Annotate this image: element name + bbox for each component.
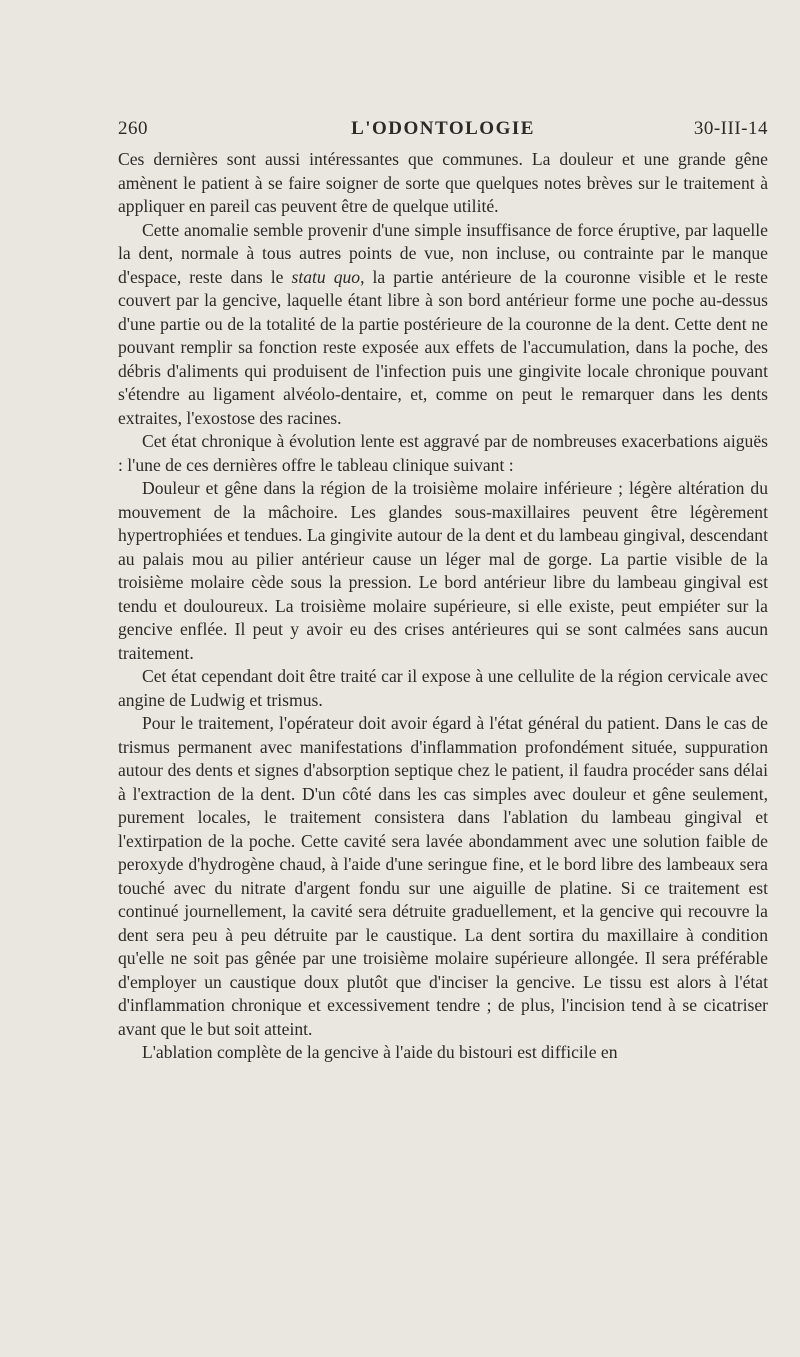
paragraph-2-italic-phrase: statu quo [291, 266, 361, 287]
page-number: 260 [118, 118, 148, 139]
paragraph-7: L'ablation complète de la gencive à l'aide du bistouri est difficile en [142, 1042, 618, 1062]
paragraph-5: Cet état cependant doit être traité car il expose à une cellulite de la région cervicale avec angine de Ludwig et trismus. [118, 666, 768, 710]
page-header [118, 118, 768, 144]
paragraph-2 [118, 219, 768, 431]
paragraph-3: Cet état chronique à évolution lente est aggravé par de nombreuses exacerbations aiguës : l'une de ces dernières offre le tableau clinique suivant : [118, 431, 768, 475]
paragraph-2-text-before: Cette anomalie semble provenir d'une simple insuffisance de force éruptive, par laquelle la dent, normale à tous autres points de vue, non incluse, ou contrainte par le manque d'espace, reste dans le [118, 219, 768, 287]
issue-date: 30-III-14 [693, 118, 768, 139]
paragraph-1: Ces dernières sont aussi intéressantes que communes. La douleur et une grande gêne amènent le patient à se faire soigner de sorte que quelques notes brèves sur le traitement à appliquer en pareil cas peuvent être de quelque utilité. [118, 149, 768, 216]
article-body [118, 148, 768, 1065]
running-title: L'ODONTOLOGIE [351, 118, 535, 139]
paragraph-2-text-after: , la partie antérieure de la couronne visible et le reste couvert par la gencive, laquelle étant libre à son bord antérieur forme une poche au-dessus d'une partie ou de la totalité de la partie postérieure de la couronne de la dent. Cette dent ne pouvant remplir sa fonction reste exposée aux effets de l'accumulation, dans la poche, des débris d'aliments qui produisent de l'infection puis une gingivite locale chronique pouvant s'étendre au ligament alvéolo-dentaire, et, comme on peut le remarquer dans les dents extraites, l'exostose des racines. [118, 266, 768, 428]
paragraph-4: Douleur et gêne dans la région de la troisième molaire inférieure ; légère altération du mouvement de la mâchoire. Les glandes sous-maxillaires peuvent être légèrement hypertrophiées et tendues. La gingivite autour de la dent et du lambeau gingival, descendant au palais mou au pilier antérieur cause un léger mal de gorge. La partie visible de la troisième molaire cède sous la pression. Le bord antérieur libre du lambeau gingival est tendu et douloureux. La troisième molaire supérieure, si elle existe, peut empiéter sur la gencive enflée. Il peut y avoir eu des crises antérieures qui se sont calmées sans aucun traitement. [118, 478, 768, 663]
paragraph-6: Pour le traitement, l'opérateur doit avoir égard à l'état général du patient. Dans le cas de trismus permanent avec manifestations d'inflammation profondément située, suppuration autour des dents et signes d'absorption septique chez le patient, il faudra procéder sans délai à l'extraction de la dent. D'un côté dans les cas simples avec douleur et gêne seulement, purement locales, le traitement consistera dans l'ablation du lambeau gingival et l'extirpation de la poche. Cette cavité sera lavée abondamment avec une solution faible de peroxyde d'hydrogène chaud, à l'aide d'une seringue fine, et le bord libre des lambeaux sera touché avec du nitrate d'argent fondu sur une aiguille de platine. Si ce traitement est continué journellement, la cavité sera détruite graduellement, et la gencive qui recouvre la dent sera peu à peu détruite par le caustique. La dent sortira du maxillaire à condition qu'elle ne soit pas gênée par une troisième molaire supérieure allongée. Il sera préférable d'employer un caustique doux plutôt que d'inciser la gencive. Le tissu est alors à l'état d'inflammation chronique et excessivement tendre ; de plus, l'incision tend à se cicatriser avant que le but soit atteint. [118, 713, 768, 1039]
